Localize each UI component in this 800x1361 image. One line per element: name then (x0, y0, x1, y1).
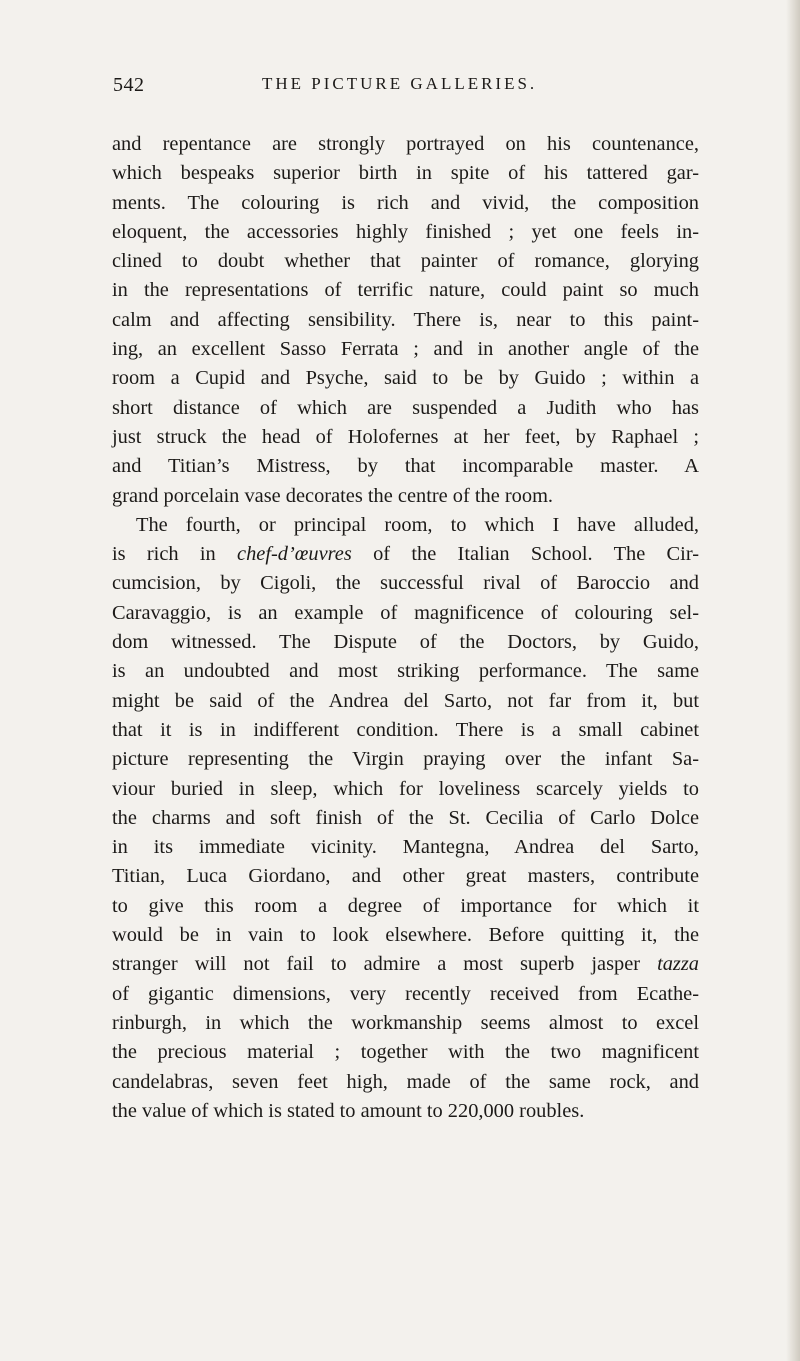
text-line: the precious material ; together with the two magnificent (112, 1041, 699, 1064)
text-line-with-italic (112, 540, 699, 569)
text-line: the value of which is stated to amount to 220,000 roubles. (112, 1099, 585, 1122)
text-line: ing, an excellent Sasso Ferrata ; and in another angle of the (112, 338, 699, 361)
page-edge-shadow (786, 0, 800, 1361)
text-line: would be in vain to look elsewhere. Before quitting it, the (112, 924, 699, 947)
text-line: which bespeaks superior birth in spite of his tattered gar- (112, 162, 699, 185)
text-line: dom witnessed. The Dispute of the Doctors, by Guido, (112, 631, 699, 654)
text-line: short distance of which are suspended a Judith who has (112, 396, 699, 419)
italic-term-chef-doeuvres: chef-d’œuvres (237, 543, 352, 566)
page-number: 542 (113, 74, 145, 96)
body-text (112, 130, 699, 1126)
text-line: is an undoubted and most striking performance. The same (112, 660, 699, 683)
text-line: and Titian’s Mistress, by that incomparable master. A (112, 455, 699, 478)
text-line: might be said of the Andrea del Sarto, not far from it, but (112, 689, 699, 712)
text-run: is rich in (112, 543, 238, 566)
text-line: in its immediate vicinity. Mantegna, Andrea del Sarto, (112, 836, 699, 859)
text-line: eloquent, the accessories highly finished ; yet one feels in- (112, 220, 699, 243)
text-line: and repentance are strongly portrayed on his countenance, (112, 133, 699, 155)
text-line: cumcision, by Cigoli, the successful rival of Baroccio and (112, 572, 699, 595)
text-line: in the representations of terrific nature, could paint so much (112, 279, 699, 302)
running-title: THE PICTURE GALLERIES. (262, 74, 538, 93)
text-line: the charms and soft finish of the St. Cecilia of Carlo Dolce (112, 806, 699, 829)
text-line: candelabras, seven feet high, made of the same rock, and (112, 1070, 699, 1093)
text-line: viour buried in sleep, which for loveliness scarcely yields to (112, 777, 699, 800)
running-head (113, 74, 573, 104)
text-line: Titian, Luca Giordano, and other great masters, contribute (112, 865, 699, 888)
text-line: to give this room a degree of importance for which it (112, 894, 699, 917)
text-line: rinburgh, in which the workmanship seems almost to excel (112, 1011, 699, 1034)
text-run: stranger will not fail to admire a most superb jasper (112, 953, 658, 976)
text-line: ments. The colouring is rich and vivid, the composition (112, 191, 699, 214)
text-line: Caravaggio, is an example of magnificence of colouring sel- (112, 601, 699, 624)
text-line-with-italic (112, 950, 699, 979)
italic-term-tazza: tazza (657, 953, 699, 976)
text-line: of gigantic dimensions, very recently received from Ecathe- (112, 982, 699, 1005)
text-line: grand porcelain vase decorates the centre of the room. (112, 484, 554, 507)
text-line: room a Cupid and Psyche, said to be by Guido ; within a (112, 367, 699, 390)
text-line: just struck the head of Holofernes at her feet, by Raphael ; (112, 425, 699, 448)
text-line: clined to doubt whether that painter of romance, glorying (112, 250, 699, 273)
text-line: calm and affecting sensibility. There is, near to this paint- (112, 308, 699, 331)
text-line: that it is in indifferent condition. There is a small cabinet (112, 718, 699, 741)
text-line: picture representing the Virgin praying over the infant Sa- (112, 748, 699, 771)
text-run: of the Italian School. The Cir- (351, 543, 699, 566)
paragraph-start-line: The fourth, or principal room, to which I have alluded, (136, 513, 699, 536)
